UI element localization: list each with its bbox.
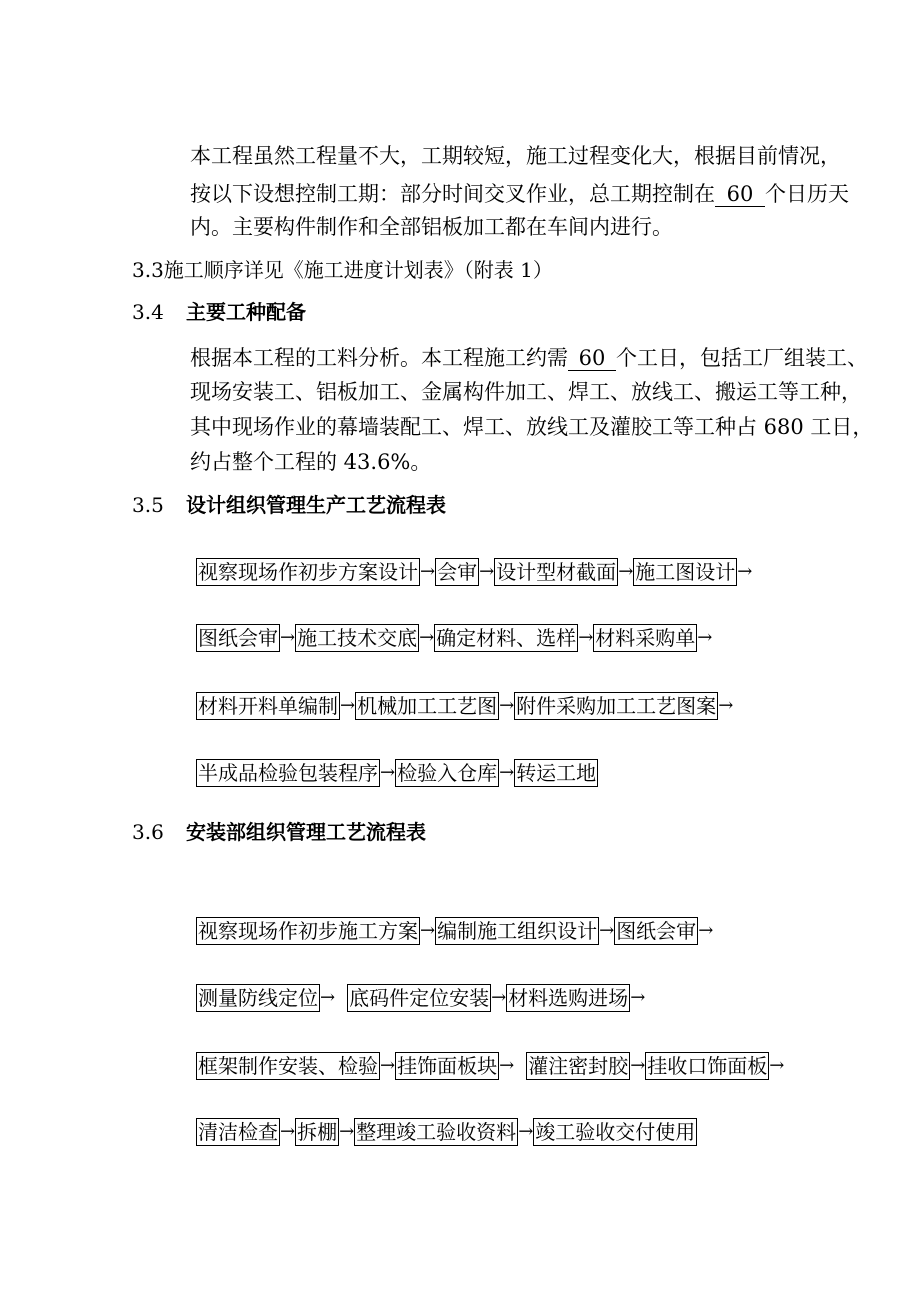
intro-line-1: 本工程虽然工程量不大，工期较短，施工过程变化大，根据目前情况， bbox=[190, 144, 841, 168]
section-3-4-title: 主要工种配备 bbox=[186, 300, 306, 324]
arrow-icon: → bbox=[339, 1121, 355, 1142]
section-3-5-number: 3.5 bbox=[132, 493, 164, 517]
intro-line-2-unit: 个日历天 bbox=[765, 182, 849, 206]
arrow-icon: → bbox=[380, 1055, 396, 1076]
flow-step: 清洁检查 bbox=[198, 1120, 278, 1144]
arrow-icon: → bbox=[599, 920, 615, 941]
flow-step: 半成品检验包装程序 bbox=[198, 761, 378, 785]
arrow-icon: → bbox=[718, 695, 734, 716]
section-3-6-number: 3.6 bbox=[132, 820, 164, 844]
design-flow-row-1 bbox=[196, 557, 752, 587]
arrow-icon: → bbox=[420, 561, 436, 582]
flow-step: 检验入仓库 bbox=[397, 761, 498, 785]
flow-step: 视察现场作初步方案设计 bbox=[198, 560, 418, 584]
sec34-line-2: 现场安装工、铝板加工、金属构件加工、焊工、放线工、搬运工等工种， bbox=[190, 380, 862, 404]
arrow-icon: → bbox=[630, 1055, 646, 1076]
sec34-line-4: 约占整个工程的 43.6%。 bbox=[190, 450, 432, 474]
design-flow-row-2 bbox=[196, 623, 712, 653]
workdays-value: 60 bbox=[568, 346, 616, 371]
arrow-icon: → bbox=[769, 1055, 785, 1076]
intro-line-2-text: 按以下设想控制工期：部分时间交叉作业，总工期控制在 bbox=[190, 182, 715, 206]
flow-step: 视察现场作初步施工方案 bbox=[198, 919, 418, 943]
flow-step: 材料选购进场 bbox=[508, 986, 629, 1010]
arrow-icon: → bbox=[630, 987, 646, 1008]
install-flow-row-3 bbox=[196, 1051, 784, 1081]
flow-step: 挂饰面板块 bbox=[397, 1054, 498, 1078]
arrow-icon: → bbox=[380, 762, 396, 783]
arrow-icon: → bbox=[491, 987, 507, 1008]
flow-step: 施工技术交底 bbox=[297, 626, 418, 650]
sec34-line-1-text: 根据本工程的工料分析。本工程施工约需 bbox=[190, 346, 568, 370]
arrow-icon: → bbox=[419, 627, 435, 648]
flow-step: 转运工地 bbox=[516, 761, 597, 785]
flow-step: 附件采购加工工艺图案 bbox=[516, 694, 717, 718]
arrow-icon: → bbox=[280, 1121, 296, 1142]
sec34-line-1 bbox=[190, 346, 868, 371]
flow-step: 设计型材截面 bbox=[496, 560, 617, 584]
arrow-icon: → bbox=[698, 920, 714, 941]
section-3-5-title: 设计组织管理生产工艺流程表 bbox=[186, 493, 446, 517]
section-3-5-heading bbox=[132, 493, 446, 517]
section-3-3-heading: 3.3施工顺序详见《施工进度计划表》（附表 1） bbox=[132, 258, 553, 282]
arrow-icon: → bbox=[697, 627, 713, 648]
sec34-line-1-rest: 个工日，包括工厂组装工、 bbox=[616, 346, 868, 370]
arrow-icon: → bbox=[280, 627, 296, 648]
flow-step: 竣工验收交付使用 bbox=[535, 1120, 696, 1144]
install-flow-row-4 bbox=[196, 1117, 697, 1147]
flow-step: 框架制作安装、检验 bbox=[198, 1054, 378, 1078]
flow-step: 编制施工组织设计 bbox=[437, 919, 598, 943]
flow-step: 拆棚 bbox=[297, 1120, 338, 1144]
flow-step: 挂收口饰面板 bbox=[647, 1054, 768, 1078]
intro-line-2 bbox=[190, 182, 849, 207]
flow-step: 会审 bbox=[437, 560, 478, 584]
intro-line-3: 内。主要构件制作和全部铝板加工都在车间内进行。 bbox=[190, 215, 673, 239]
flow-step: 灌注密封胶 bbox=[528, 1054, 629, 1078]
section-3-4-number: 3.4 bbox=[132, 300, 164, 324]
arrow-icon: → bbox=[618, 561, 634, 582]
flow-step: 确定材料、选样 bbox=[436, 626, 577, 650]
arrow-icon: → bbox=[737, 561, 753, 582]
arrow-icon: → bbox=[578, 627, 594, 648]
design-flow-row-3 bbox=[196, 691, 733, 721]
sec34-line-3: 其中现场作业的幕墙装配工、焊工、放线工及灌胶工等工种占 680 工日， bbox=[190, 415, 874, 439]
flow-step: 底码件定位安装 bbox=[349, 986, 490, 1010]
flow-step: 材料开料单编制 bbox=[198, 694, 338, 718]
flow-step: 机械加工工艺图 bbox=[357, 694, 498, 718]
flow-step: 图纸会审 bbox=[198, 626, 278, 650]
arrow-icon: → bbox=[320, 987, 336, 1008]
arrow-icon: → bbox=[499, 695, 515, 716]
arrow-icon: → bbox=[479, 561, 495, 582]
section-3-6-title: 安装部组织管理工艺流程表 bbox=[186, 820, 426, 844]
section-3-6-heading bbox=[132, 820, 426, 844]
install-flow-row-2 bbox=[196, 983, 645, 1013]
flow-step: 施工图设计 bbox=[635, 560, 736, 584]
flow-step: 材料采购单 bbox=[595, 626, 696, 650]
schedule-days-value: 60 bbox=[715, 182, 765, 207]
arrow-icon: → bbox=[499, 1055, 515, 1076]
flow-step: 图纸会审 bbox=[616, 919, 697, 943]
arrow-icon: → bbox=[499, 762, 515, 783]
design-flow-row-4 bbox=[196, 758, 598, 788]
arrow-icon: → bbox=[420, 920, 436, 941]
flow-step: 测量防线定位 bbox=[198, 986, 318, 1010]
install-flow-row-1 bbox=[196, 916, 713, 946]
section-3-4-heading bbox=[132, 300, 306, 324]
arrow-icon: → bbox=[340, 695, 356, 716]
arrow-icon: → bbox=[518, 1121, 534, 1142]
flow-step: 整理竣工验收资料 bbox=[356, 1120, 517, 1144]
